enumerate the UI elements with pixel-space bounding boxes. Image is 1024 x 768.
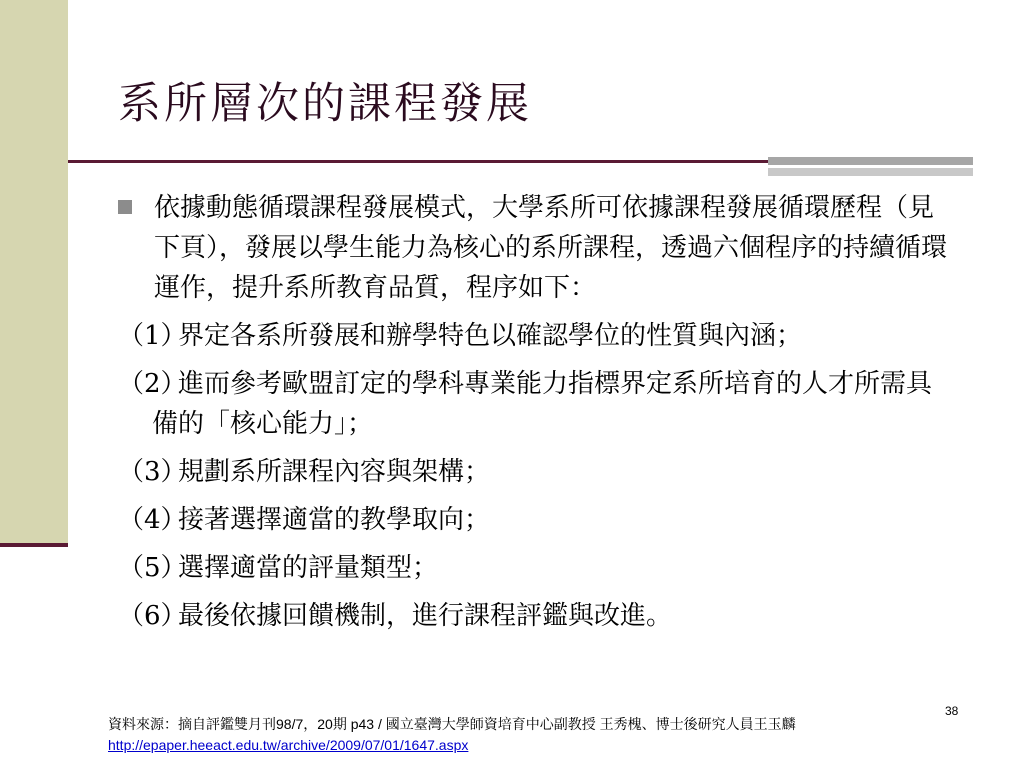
item-text: 規劃系所課程內容與架構；: [178, 457, 491, 487]
list-item: [118, 316, 948, 356]
item-text: 選擇適當的評量類型；: [178, 553, 439, 583]
square-bullet-icon: [118, 200, 132, 214]
rule-stripe-light: [768, 168, 973, 176]
list-item: [118, 364, 948, 444]
item-number: （2）: [118, 369, 187, 399]
list-item: [118, 452, 948, 492]
list-item: [118, 548, 948, 588]
slide-title: 系所層次的課程發展: [118, 79, 532, 129]
rule-stripe-dark: [768, 157, 973, 165]
list-item: [118, 596, 948, 636]
item-text: 接著選擇適當的教學取向；: [178, 505, 491, 535]
page-number: 38: [945, 704, 959, 718]
source-footer: [108, 714, 928, 756]
item-text: 進而參考歐盟訂定的學科專業能力指標界定系所培育的人才所需具備的「核心能力」；: [152, 369, 933, 439]
bullet-text: 依據動態循環課程發展模式，大學系所可依據課程發展循環歷程（見下頁），發展以學生能力為核心的系所課程，透過六個程序的持續循環運作，提升系所教育品質，程序如下：: [154, 193, 948, 303]
item-number: （5）: [118, 553, 187, 583]
list-item: [118, 500, 948, 540]
left-decor-band: [0, 0, 68, 547]
item-number: （4）: [118, 505, 187, 535]
title-rule: [68, 160, 768, 163]
bullet-paragraph: [118, 188, 948, 308]
title-rule-block: [768, 157, 973, 179]
item-number: （1）: [118, 321, 187, 351]
slide-body: [118, 188, 948, 636]
footer-source-text: 資料來源：摘自評鑑雙月刊98/7，20期 p43 / 國立臺灣大學師資培育中心副教授 王秀槐、博士後研究人員王玉麟: [108, 716, 796, 732]
left-band-edge: [0, 543, 68, 547]
item-text: 最後依據回饋機制，進行課程評鑑與改進。: [178, 601, 673, 631]
source-link[interactable]: http://epaper.heeact.edu.tw/archive/2009/07/01/1647.aspx: [108, 737, 469, 753]
item-number: （3）: [118, 457, 187, 487]
item-text: 界定各系所發展和辦學特色以確認學位的性質與內涵；: [178, 321, 803, 351]
item-number: （6）: [118, 601, 187, 631]
